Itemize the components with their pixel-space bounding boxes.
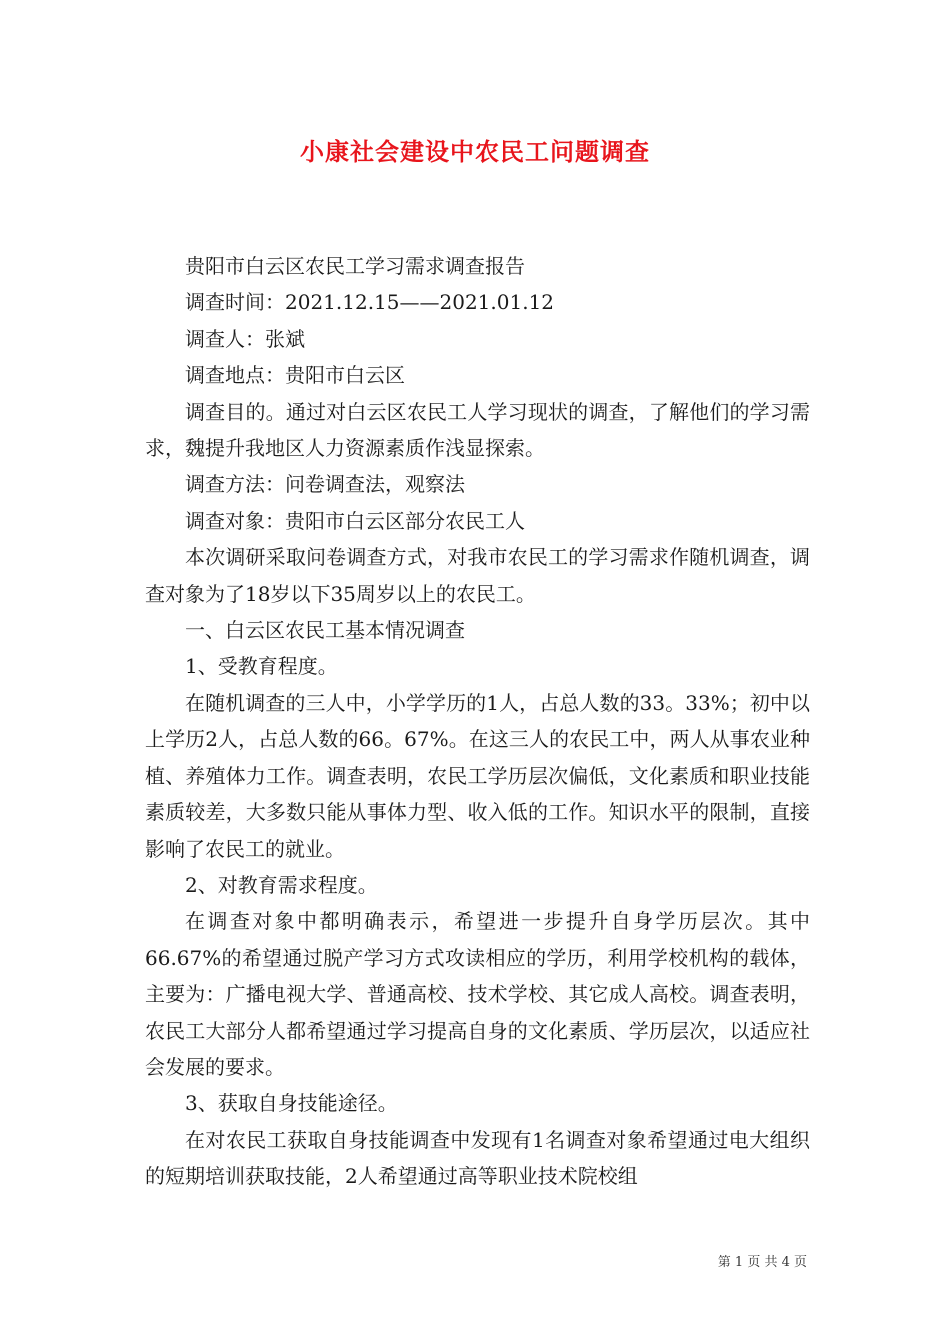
survey-time: 调查时间：2021.12.15——2021.01.12	[185, 290, 555, 315]
page-number: 第 1 页 共 4 页	[717, 1255, 807, 1270]
survey-intro-paragraph: 本次调研采取问卷调查方式，对我市农民工的学习需求作随机调查，调查对象为了18岁以下35周岁以上的农民工。	[145, 545, 810, 606]
subsection-heading-demand: 2、对教育需求程度。	[185, 872, 378, 897]
document-body	[145, 248, 810, 1195]
surveyor: 调查人：张斌	[185, 326, 305, 351]
education-paragraph: 在随机调查的三人中，小学学历的1人，占总人数的33。33%；初中以上学历2人，占总人数的66。67%。在这三人的农民工中，两人从事农业种植、养殖体力工作。调查表明，农民工学历层次偏低，文化素质和职业技能素质较差，大多数只能从事体力型、收入低的工作。知识水平的限制，直接影响了农民工的就业。	[145, 690, 810, 861]
survey-subjects: 调查对象：贵阳市白云区部分农民工人	[185, 508, 525, 533]
survey-location: 调查地点：贵阳市白云区	[185, 363, 405, 388]
report-subtitle: 贵阳市白云区农民工学习需求调查报告	[185, 254, 525, 278]
subsection-heading-education: 1、受教育程度。	[185, 654, 338, 679]
survey-method: 调查方法：问卷调查法，观察法	[185, 472, 465, 497]
skills-paragraph: 在对农民工获取自身技能调查中发现有1名调查对象希望通过电大组织的短期培训获取技能，2人希望通过高等职业技术院校组	[145, 1127, 810, 1189]
section-heading-1: 一、白云区农民工基本情况调查	[185, 618, 465, 643]
demand-paragraph: 在调查对象中都明确表示，希望进一步提升自身学历层次。其中66.67%的希望通过脱产学习方式攻读相应的学历，利用学校机构的载体，主要为：广播电视大学、普通高校、技术学校、其它成人高校。调查表明，农民工大部分人都希望通过学习提高自身的文化素质、学历层次，以适应社会发展的要求。	[145, 909, 810, 1079]
survey-purpose: 调查目的。通过对白云区农民工人学习现状的调查，了解他们的学习需求，魏提升我地区人力资源素质作浅显探索。	[145, 399, 810, 461]
document-title: 小康社会建设中农民工问题调查	[300, 137, 650, 166]
subsection-heading-skills: 3、获取自身技能途径。	[185, 1091, 398, 1116]
